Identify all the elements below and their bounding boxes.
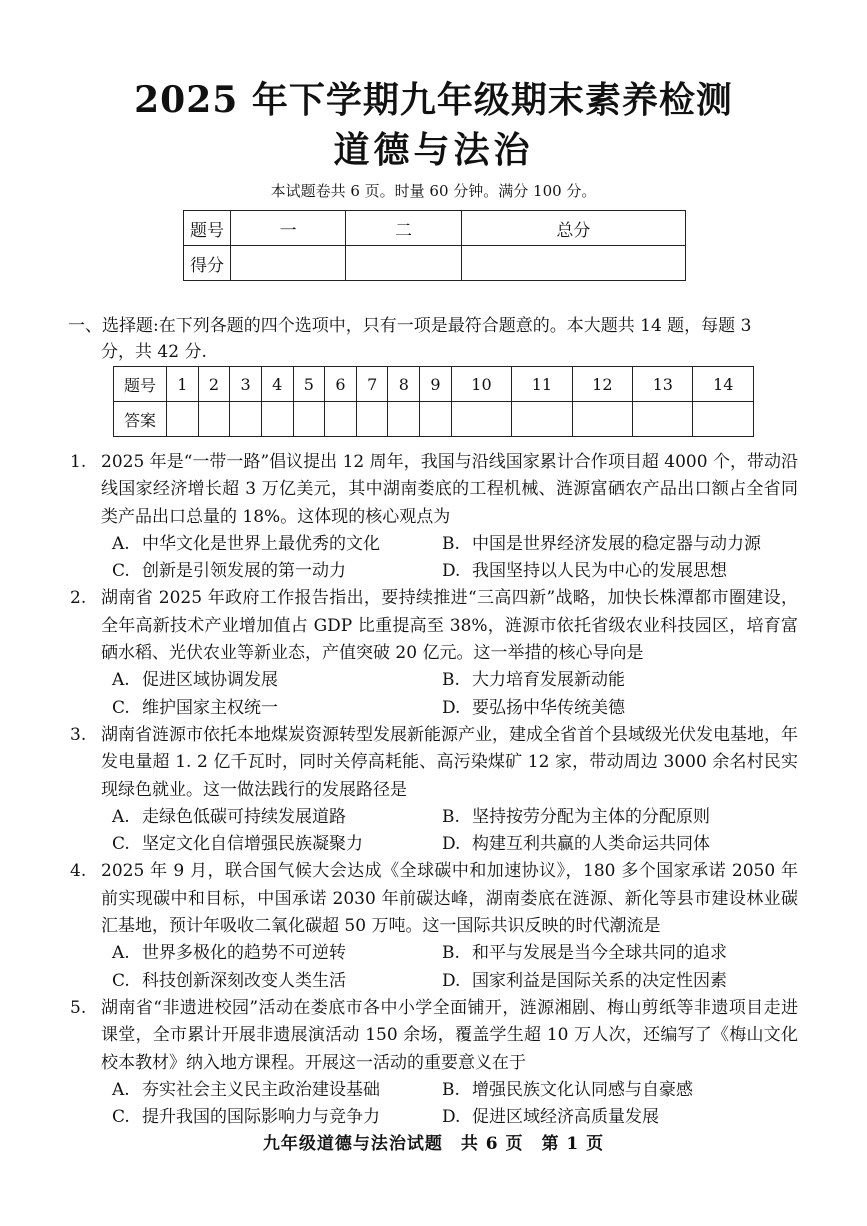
answer-cell[interactable] [167, 402, 199, 437]
question-text: 湖南省“非遗进校园”活动在娄底市各中小学全面铺开，涟源湘剧、梅山剪纸等非遗项目走进课堂，全市累计开展非遗展演活动 150 余场，覆盖学生超 10 万人次，还编写了《梅山文化校本教材》纳入地方课程。开展这一活动的重要意义在于 [101, 997, 798, 1073]
exam-info: 本试题卷共 6 页。时量 60 分钟。满分 100 分。 [270, 182, 597, 200]
option-letter: D. [442, 834, 461, 855]
question-number: 2. [70, 588, 87, 609]
page-footer: 九年级道德与法治试题 共 6 页 第 1 页 [262, 1134, 605, 1154]
option-text: 创新是引领发展的第一动力 [142, 561, 346, 582]
option-text: 促进区域协调发展 [142, 670, 278, 691]
subject-title: 道德与法治 [333, 129, 534, 171]
answer-cell[interactable] [198, 402, 230, 437]
option-letter: B. [442, 533, 460, 554]
option-row [70, 940, 798, 967]
answer-option[interactable] [442, 968, 772, 995]
option-text: 提升我国的国际影响力与竞争力 [142, 1107, 380, 1128]
option-letter: D. [442, 697, 461, 718]
option-row [70, 695, 798, 722]
option-letter: D. [442, 1107, 461, 1128]
answer-number-cell: 6 [325, 367, 357, 402]
answer-option[interactable] [112, 1104, 442, 1131]
answer-cell[interactable] [293, 402, 325, 437]
answer-cell[interactable] [388, 402, 420, 437]
answer-option[interactable] [112, 695, 442, 722]
option-row [70, 1104, 798, 1131]
question-stem [70, 722, 798, 804]
answer-number-cell: 13 [633, 367, 693, 402]
answer-number-cell: 10 [451, 367, 511, 402]
question-text: 2025 年是“一带一路”倡议提出 12 周年，我国与沿线国家累计合作项目超 4000 个，带动沿线国家经济增长超 3 万亿美元，其中湖南娄底的工程机械、涟源富硒农产品出口额占全省同类产品出口总量的 18%。这体现的核心观点为 [101, 452, 798, 527]
answer-cell[interactable] [693, 402, 754, 437]
answer-option[interactable] [442, 940, 772, 967]
question-stem [70, 449, 798, 531]
answer-number-cell: 7 [356, 367, 388, 402]
answer-number-cell: 3 [230, 367, 262, 402]
option-row [70, 1077, 798, 1104]
question-number: 3. [70, 724, 87, 745]
option-row [70, 804, 798, 831]
question-item [70, 449, 798, 585]
answer-number-row [114, 367, 754, 402]
question-stem [70, 585, 798, 667]
section-instructions [68, 313, 794, 365]
score-header-cell: 总分 [461, 211, 685, 246]
option-letter: A. [112, 943, 130, 964]
question-text: 湖南省 2025 年政府工作报告指出，要持续推进“三高四新”战略，加快长株潭都市圈建设，全年高新技术产业增加值占 GDP 比重提高至 38%，涟源市依托省级农业科技园区，培育富硒水稻、光伏农业等新业态，产值突破 20 亿元。这一举措的核心导向是 [101, 588, 798, 664]
option-letter: B. [442, 1079, 460, 1100]
option-text: 国家利益是国际关系的决定性因素 [472, 970, 727, 991]
answer-cell[interactable] [356, 402, 388, 437]
answer-option[interactable] [442, 804, 772, 831]
answer-cell[interactable] [420, 402, 452, 437]
answer-row-label: 答案 [114, 402, 167, 437]
option-text: 维护国家主权统一 [142, 697, 278, 718]
option-text: 中华文化是世界上最优秀的文化 [142, 533, 380, 554]
answer-number-cell: 12 [572, 367, 632, 402]
question-number: 1. [70, 452, 87, 472]
option-text: 大力培育发展新动能 [472, 670, 625, 691]
answer-cell[interactable] [633, 402, 693, 437]
option-letter: A. [112, 670, 130, 691]
answer-option[interactable] [442, 1077, 772, 1104]
question-text: 2025 年 9 月，联合国气候大会达成《全球碳中和加速协议》，180 多个国家承诺 2050 年前实现碳中和目标，中国承诺 2030 年前碳达峰，湖南娄底在涟源、新化等县市建设林业碳汇基地，预计年吸收二氧化碳超 50 万吨。这一国际共识反映的时代潮流是 [101, 861, 798, 937]
question-item [70, 585, 798, 721]
answer-option[interactable] [112, 558, 442, 585]
question-item [70, 858, 798, 994]
option-row [70, 968, 798, 995]
option-text: 世界多极化的趋势不可逆转 [142, 943, 346, 964]
option-letter: B. [442, 943, 460, 964]
option-letter: B. [442, 806, 460, 827]
option-text: 坚定文化自信增强民族凝聚力 [142, 834, 363, 855]
exam-title: 2025 年下学期九年级期末素养检测 [134, 79, 733, 121]
score-header-row [184, 211, 686, 246]
option-letter: C. [112, 1107, 130, 1128]
score-cell[interactable] [231, 246, 346, 281]
score-header-cell: 二 [346, 211, 461, 246]
answer-option[interactable] [112, 831, 442, 858]
question-stem [70, 995, 798, 1077]
option-text: 要弘扬中华传统美德 [472, 697, 625, 718]
option-letter: D. [442, 970, 461, 991]
answer-option[interactable] [112, 1077, 442, 1104]
option-text: 夯实社会主义民主政治建设基础 [142, 1079, 380, 1100]
score-cell[interactable] [346, 246, 461, 281]
option-letter: C. [112, 561, 130, 582]
option-letter: A. [112, 806, 130, 827]
answer-number-cell: 9 [420, 367, 452, 402]
score-row [184, 246, 686, 281]
answer-option[interactable] [112, 804, 442, 831]
option-letter: C. [112, 697, 130, 718]
option-letter: C. [112, 970, 130, 991]
score-row-label: 得分 [184, 246, 231, 281]
answer-cell[interactable] [230, 402, 262, 437]
option-text: 促进区域经济高质量发展 [472, 1107, 659, 1128]
instructions-line-2: 分，共 42 分. [101, 342, 207, 362]
score-table [183, 210, 686, 281]
answer-option[interactable] [112, 968, 442, 995]
option-text: 走绿色低碳可持续发展道路 [142, 806, 346, 827]
option-text: 坚持按劳分配为主体的分配原则 [472, 806, 710, 827]
answer-number-cell: 1 [167, 367, 199, 402]
answer-option[interactable] [442, 667, 772, 694]
question-number: 5. [70, 997, 87, 1018]
answer-cell[interactable] [512, 402, 572, 437]
question-stem [70, 858, 798, 940]
answer-cell[interactable] [261, 402, 293, 437]
option-row [70, 667, 798, 694]
answer-option[interactable] [442, 695, 772, 722]
answer-blank-row [114, 402, 754, 437]
answer-number-cell: 2 [198, 367, 230, 402]
answer-option[interactable] [442, 1104, 772, 1131]
option-text: 和平与发展是当今全球共同的追求 [472, 943, 727, 964]
score-cell[interactable] [461, 246, 685, 281]
option-text: 构建互利共赢的人类命运共同体 [472, 834, 710, 855]
option-text: 科技创新深刻改变人类生活 [142, 970, 346, 991]
option-letter: C. [112, 834, 130, 855]
option-letter: A. [112, 533, 130, 554]
instructions-line-1: 一、选择题:在下列各题的四个选项中，只有一项是最符合题意的。本大题共 14 题，每题 3 [68, 316, 752, 336]
score-header-cell: 一 [231, 211, 346, 246]
answer-option[interactable] [442, 558, 772, 585]
option-letter: B. [442, 670, 460, 691]
option-letter: D. [442, 561, 461, 582]
option-text: 我国坚持以人民为中心的发展思想 [472, 561, 727, 582]
score-header-cell: 题号 [184, 211, 231, 246]
option-row [70, 558, 798, 585]
answer-option[interactable] [112, 531, 442, 558]
option-text: 中国是世界经济发展的稳定器与动力源 [472, 533, 761, 554]
answer-number-cell: 5 [293, 367, 325, 402]
answer-cell[interactable] [451, 402, 511, 437]
question-number: 4. [70, 861, 87, 882]
answer-table [113, 366, 754, 437]
answer-row-label: 题号 [114, 367, 167, 402]
answer-number-cell: 4 [261, 367, 293, 402]
option-row [70, 531, 798, 558]
answer-number-cell: 14 [693, 367, 754, 402]
option-letter: A. [112, 1079, 130, 1100]
answer-option[interactable] [442, 831, 772, 858]
answer-cell[interactable] [572, 402, 632, 437]
option-row [70, 831, 798, 858]
question-item [70, 995, 798, 1131]
answer-option[interactable] [442, 531, 772, 558]
question-list [70, 449, 798, 1131]
question-text: 湖南省涟源市依托本地煤炭资源转型发展新能源产业，建成全省首个县域级光伏发电基地，年发电量超 1. 2 亿千瓦时，同时关停高耗能、高污染煤矿 12 家，带动周边 3000 余名村民实现绿色就业。这一做法践行的发展路径是 [101, 724, 798, 800]
answer-option[interactable] [112, 667, 442, 694]
answer-option[interactable] [112, 940, 442, 967]
answer-number-cell: 11 [512, 367, 572, 402]
answer-number-cell: 8 [388, 367, 420, 402]
option-text: 增强民族文化认同感与自豪感 [472, 1079, 693, 1100]
answer-cell[interactable] [325, 402, 357, 437]
question-item [70, 722, 798, 858]
